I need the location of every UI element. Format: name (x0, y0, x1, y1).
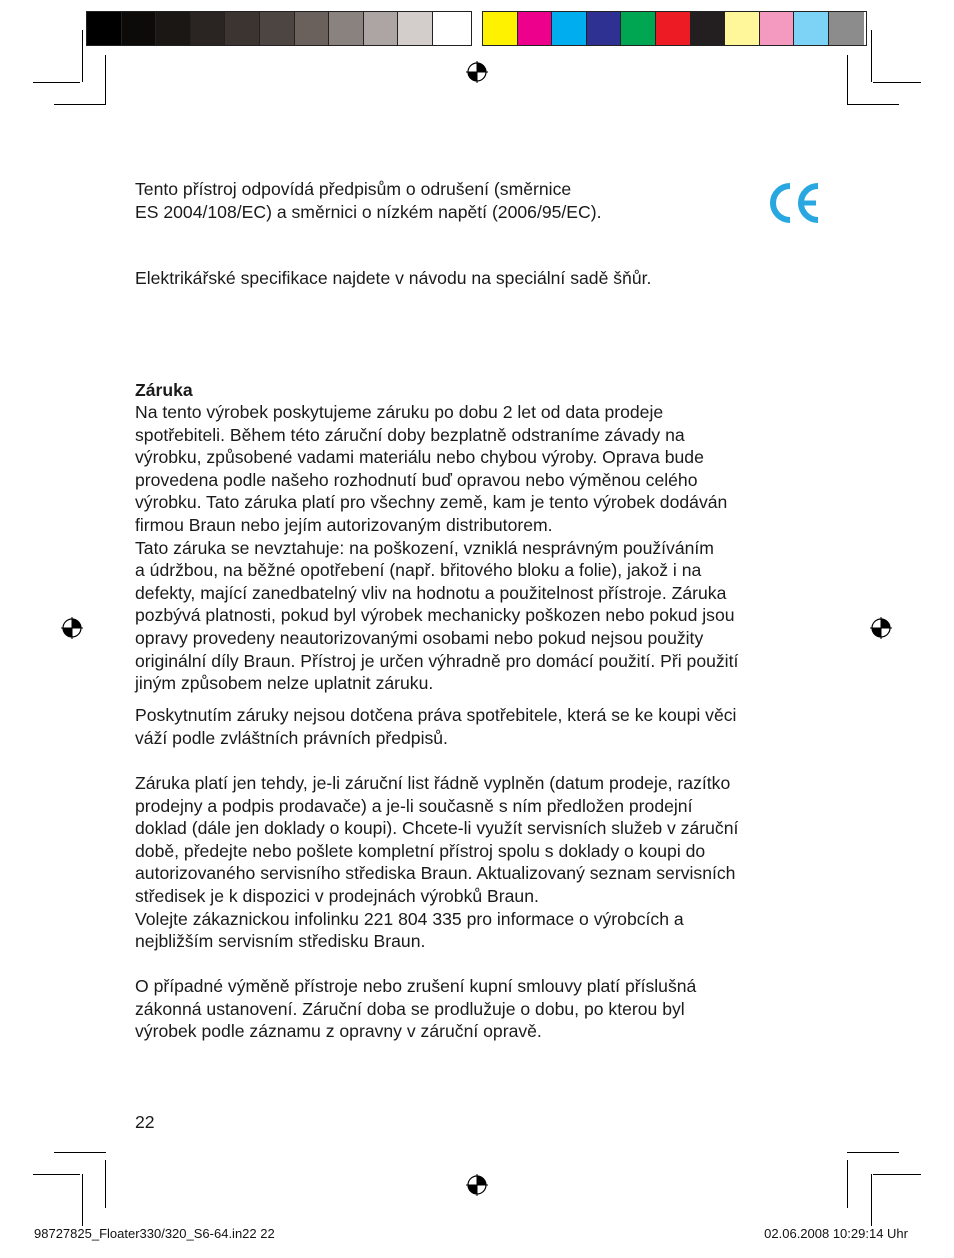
print-slug-datetime: 02.06.2008 10:29:14 Uhr (764, 1226, 908, 1241)
text-line: spotřebiteli. Během této záruční doby bezplatně odstraníme závady na (135, 424, 685, 445)
warranty-paragraph-4 (135, 975, 696, 1043)
color-swatch (433, 12, 468, 45)
color-swatch (691, 12, 726, 45)
crop-mark (871, 30, 872, 82)
text-line: defekty, mající zanedbatelný vliv na hodnotu a použitelnost přístroje. Záruka (135, 582, 727, 603)
text-line: ES 2004/108/EC) a směrnici o nízkém napětí (2006/95/EC). (135, 201, 602, 222)
color-swatch (518, 12, 553, 45)
text-line: autorizovaného servisního střediska Braun. Aktualizovaný seznam servisních (135, 863, 736, 884)
color-swatch (329, 12, 364, 45)
text-line: Elektrikářské specifikace najdete v návodu na speciální sadě šňůr. (135, 268, 652, 288)
text-line: jiným způsobem nelze uplatnit záruku. (135, 673, 434, 694)
color-swatch (260, 12, 295, 45)
text-line: prodejny a podpis prodavače) a je-li současně s ním předložen prodejní (135, 795, 693, 816)
text-line: Na tento výrobek poskytujeme záruku po dobu 2 let od data prodeje (135, 402, 664, 422)
crop-mark (82, 30, 83, 82)
grayscale-calibration-bar (86, 11, 472, 46)
color-swatch (794, 12, 829, 45)
crop-mark (871, 1174, 872, 1226)
color-swatch (587, 12, 622, 45)
crop-mark (873, 1174, 921, 1175)
color-swatch (656, 12, 691, 45)
text-line: výrobku. Tato záruka platí pro všechny země, kam je tento výrobek dodáván (135, 492, 728, 513)
color-swatch (225, 12, 260, 45)
text-line: firmou Braun nebo jejím autorizovaným distributorem. (135, 514, 553, 535)
text-line: pozbývá platnosti, pokud byl výrobek mechanicky poškozen nebo pokud jsou (135, 605, 735, 626)
warranty-paragraph-1 (135, 401, 738, 695)
registration-mark-bottom (466, 1174, 488, 1196)
warranty-paragraph-3 (135, 772, 738, 953)
color-calibration-bar (482, 11, 867, 46)
crop-mark (54, 1152, 106, 1153)
color-swatch (483, 12, 518, 45)
crop-mark (105, 1160, 106, 1208)
crop-mark (847, 1152, 899, 1153)
electrical-spec-text (135, 267, 651, 290)
color-swatch (398, 12, 433, 45)
text-line: nejbližším servisním středisku Braun. (135, 931, 426, 952)
crop-mark (847, 55, 848, 105)
text-line: výrobek podle záznamu z opravny v záruční opravě. (135, 1021, 542, 1042)
crop-mark (105, 55, 106, 105)
text-line: originální díly Braun. Přístroj je určen výhradně pro domácí použití. Při použití (135, 650, 739, 671)
text-line: zákonná ustanovení. Záruční doba se prodlužuje o dobu, po kterou byl (135, 998, 685, 1019)
text-line: Záruka platí jen tehdy, je-li záruční list řádně vyplněn (datum prodeje, razítko (135, 773, 731, 793)
text-line: O případné výměně přístroje nebo zrušení kupní smlouvy platí příslušná (135, 976, 697, 996)
color-swatch (364, 12, 399, 45)
registration-mark-left (61, 617, 83, 639)
color-swatch (122, 12, 157, 45)
text-line: středisek je k dispozici v prodejnách výrobků Braun. (135, 885, 539, 906)
color-swatch (156, 12, 191, 45)
crop-mark (33, 1174, 80, 1175)
color-swatch (829, 12, 864, 45)
registration-mark-right (870, 617, 892, 639)
registration-mark-top (466, 61, 488, 83)
ce-mark-icon (768, 180, 822, 226)
color-swatch (552, 12, 587, 45)
crop-mark (847, 1160, 848, 1208)
color-swatch (760, 12, 795, 45)
warranty-paragraph-2 (135, 704, 736, 749)
color-swatch (87, 12, 122, 45)
crop-mark (873, 82, 921, 83)
color-swatch (725, 12, 760, 45)
crop-mark (847, 104, 899, 105)
crop-mark (33, 82, 80, 83)
text-line: váží podle zvláštních právních předpisů. (135, 727, 448, 748)
text-line: Volejte zákaznickou infolinku 221 804 335 pro informace o výrobcích a (135, 908, 684, 929)
text-line: Poskytnutím záruky nejsou dotčena práva spotřebitele, která se ke koupi věci (135, 705, 737, 725)
crop-mark (82, 1174, 83, 1226)
text-line: a údržbou, na běžné opotřebení (např. břitového bloku a folie), jakož i na (135, 560, 702, 581)
color-swatch (191, 12, 226, 45)
print-slug-file: 98727825_Floater330/320_S6-64.in22 22 (34, 1226, 275, 1241)
page-number: 22 (135, 1112, 155, 1132)
text-line: opravy provedeny neautorizovanými osobami nebo pokud nejsou použity (135, 627, 704, 648)
text-line: době, předejte nebo pošlete kompletní přístroj spolu s doklady o koupi do (135, 840, 706, 861)
color-swatch (621, 12, 656, 45)
text-line: doklad (dále jen doklady o koupi). Chcete-li využít servisních služeb v záruční (135, 818, 739, 839)
text-line: výrobku, způsobené vadami materiálu nebo chybou výroby. Oprava bude (135, 447, 704, 468)
warranty-heading: Záruka (135, 380, 193, 400)
compliance-text (135, 178, 601, 223)
color-swatch (295, 12, 330, 45)
crop-mark (54, 104, 106, 105)
text-line: Tento přístroj odpovídá předpisům o odrušení (směrnice (135, 179, 572, 199)
text-line: Tato záruka se nevztahuje: na poškození, vzniklá nesprávným používáním (135, 537, 714, 558)
text-line: provedena podle našeho rozhodnutí buď opravou nebo výměnou celého (135, 469, 698, 490)
